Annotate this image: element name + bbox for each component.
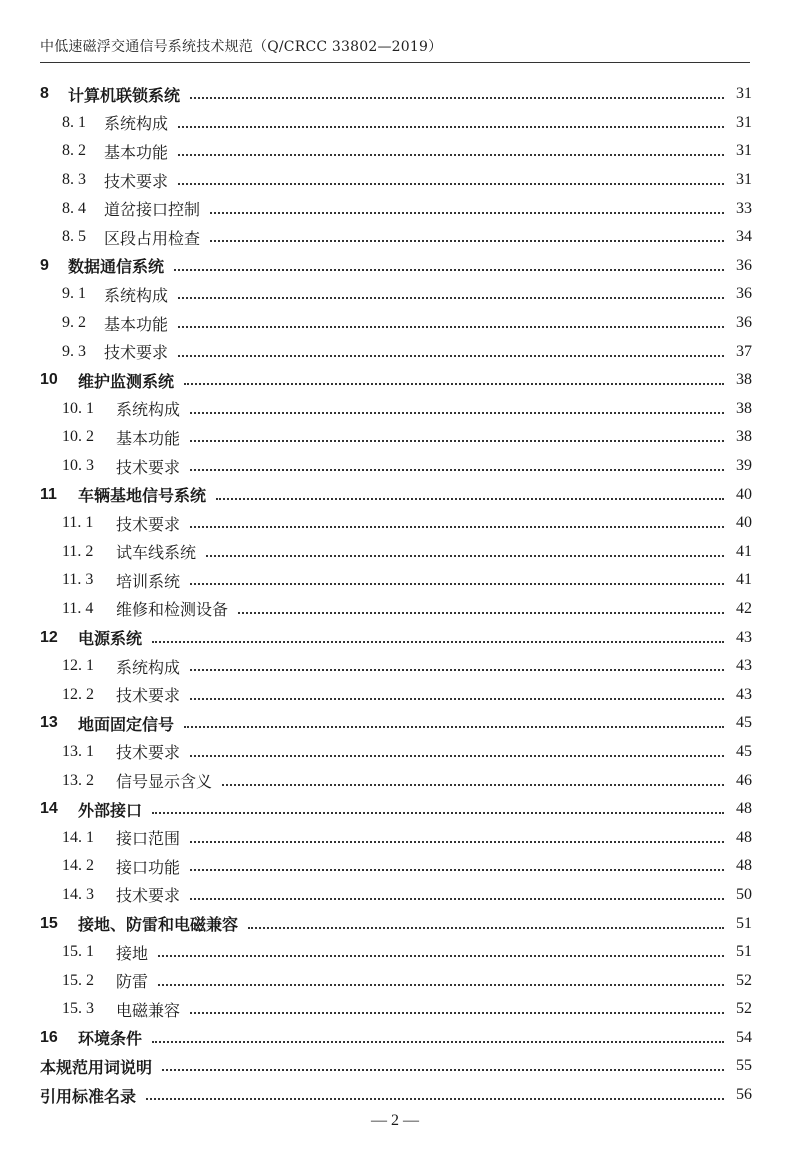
header-divider	[40, 62, 750, 63]
toc-entry-page: 39	[736, 457, 752, 475]
toc-entry-page: 45	[736, 742, 752, 760]
toc-section-entry[interactable]	[40, 995, 752, 1024]
toc-dot-leader	[190, 583, 724, 585]
toc-entry-title: 接地、防雷和电磁兼容	[78, 915, 239, 935]
toc-entry-title: 地面固定信号	[78, 714, 175, 734]
toc-entry-page: 38	[736, 399, 752, 417]
toc-dot-leader	[190, 841, 724, 843]
toc-entry-number: 8. 1	[62, 113, 86, 131]
toc-chapter-entry[interactable]	[40, 80, 752, 109]
toc-entry-page: 31	[736, 142, 752, 160]
toc-entry-number: 14. 3	[62, 885, 94, 903]
page-number: — 2 —	[371, 1112, 419, 1129]
toc-dot-leader	[190, 698, 724, 700]
toc-entry-page: 56	[736, 1086, 752, 1104]
toc-entry-page: 50	[736, 885, 752, 903]
toc-chapter-entry[interactable]	[40, 623, 752, 652]
toc-entry-page: 36	[736, 314, 752, 332]
toc-entry-page: 31	[736, 171, 752, 189]
toc-entry-page: 45	[736, 714, 752, 732]
toc-entry-title: 外部接口	[78, 800, 143, 820]
toc-entry-page: 36	[736, 285, 752, 303]
toc-entry-title: 系统构成	[104, 285, 169, 305]
toc-section-entry[interactable]	[40, 680, 752, 709]
toc-dot-leader	[190, 412, 724, 414]
toc-entry-title: 系统构成	[116, 400, 181, 420]
toc-entry-number: 9	[40, 256, 49, 274]
toc-dot-leader	[206, 555, 724, 557]
toc-dot-leader	[222, 784, 724, 786]
toc-entry-title: 本规范用词说明	[40, 1057, 153, 1077]
toc-section-entry[interactable]	[40, 595, 752, 624]
toc-section-entry[interactable]	[40, 881, 752, 910]
toc-entry-number: 16	[40, 1028, 58, 1046]
toc-entry-number: 9. 3	[62, 342, 86, 360]
toc-section-entry[interactable]	[40, 423, 752, 452]
toc-chapter-entry[interactable]	[40, 709, 752, 738]
toc-entry-number: 15. 2	[62, 971, 94, 989]
toc-entry-page: 52	[736, 1000, 752, 1018]
toc-entry-title: 接口范围	[116, 829, 181, 849]
toc-entry-number: 10. 3	[62, 457, 94, 475]
toc-section-entry[interactable]	[40, 966, 752, 995]
toc-entry-page: 43	[736, 685, 752, 703]
toc-dot-leader	[184, 383, 724, 385]
toc-dot-leader	[178, 154, 724, 156]
toc-section-entry[interactable]	[40, 509, 752, 538]
toc-dot-leader	[210, 212, 724, 214]
toc-section-entry[interactable]	[40, 280, 752, 309]
toc-entry-page: 48	[736, 857, 752, 875]
toc-entry-page: 54	[736, 1028, 752, 1046]
toc-dot-leader	[146, 1098, 724, 1100]
toc-dot-leader	[238, 612, 724, 614]
toc-entry-number: 8. 2	[62, 142, 86, 160]
toc-entry-title: 接地	[116, 943, 149, 963]
toc-section-entry[interactable]	[40, 823, 752, 852]
toc-entry-title: 电磁兼容	[116, 1000, 181, 1020]
toc-dot-leader	[178, 355, 724, 357]
toc-dot-leader	[158, 955, 724, 957]
toc-section-entry[interactable]	[40, 194, 752, 223]
toc-entry-page: 37	[736, 342, 752, 360]
toc-entry-number: 11. 2	[62, 542, 94, 560]
toc-dot-leader	[190, 898, 724, 900]
toc-chapter-entry[interactable]	[40, 366, 752, 395]
toc-entry-page: 43	[736, 657, 752, 675]
toc-entry-page: 40	[736, 514, 752, 532]
toc-dot-leader	[152, 641, 724, 643]
toc-dot-leader	[190, 440, 724, 442]
toc-entry-title: 技术要求	[104, 343, 169, 363]
toc-entry-number: 14. 2	[62, 857, 94, 875]
toc-entry-number: 10. 2	[62, 428, 94, 446]
toc-entry-page: 43	[736, 628, 752, 646]
toc-entry-number: 12	[40, 628, 58, 646]
toc-entry-title: 维护监测系统	[78, 371, 175, 391]
toc-chapter-entry[interactable]	[40, 1052, 752, 1081]
toc-entry-title: 引用标准名录	[40, 1086, 137, 1106]
toc-dot-leader	[178, 183, 724, 185]
toc-dot-leader	[190, 755, 724, 757]
toc-section-entry[interactable]	[40, 395, 752, 424]
toc-entry-title: 车辆基地信号系统	[78, 486, 207, 506]
toc-entry-title: 计算机联锁系统	[68, 85, 181, 105]
toc-entry-number: 8. 4	[62, 199, 86, 217]
toc-dot-leader	[158, 984, 724, 986]
toc-section-entry[interactable]	[40, 166, 752, 195]
toc-section-entry[interactable]	[40, 652, 752, 681]
toc-entry-title: 信号显示含义	[116, 772, 213, 792]
toc-section-entry[interactable]	[40, 538, 752, 567]
toc-entry-title: 技术要求	[116, 457, 181, 477]
toc-section-entry[interactable]	[40, 137, 752, 166]
toc-entry-number: 8. 3	[62, 171, 86, 189]
toc-chapter-entry[interactable]	[40, 795, 752, 824]
toc-entry-number: 12. 1	[62, 657, 94, 675]
toc-entry-title: 培训系统	[116, 571, 181, 591]
toc-entry-title: 基本功能	[116, 428, 181, 448]
toc-entry-number: 15. 3	[62, 1000, 94, 1018]
toc-entry-title: 防雷	[116, 972, 149, 992]
toc-entry-page: 40	[736, 485, 752, 503]
toc-dot-leader	[248, 927, 724, 929]
toc-dot-leader	[178, 126, 724, 128]
toc-entry-title: 技术要求	[104, 171, 169, 191]
toc-entry-page: 33	[736, 199, 752, 217]
toc-entry-page: 31	[736, 85, 752, 103]
toc-dot-leader	[210, 240, 724, 242]
toc-entry-number: 15	[40, 914, 58, 932]
toc-entry-number: 11. 1	[62, 514, 94, 532]
toc-entry-page: 46	[736, 771, 752, 789]
toc-entry-page: 55	[736, 1057, 752, 1075]
toc-entry-title: 基本功能	[104, 142, 169, 162]
toc-chapter-entry[interactable]	[40, 909, 752, 938]
toc-entry-number: 10. 1	[62, 399, 94, 417]
toc-entry-title: 电源系统	[78, 629, 143, 649]
toc-section-entry[interactable]	[40, 852, 752, 881]
toc-entry-title: 环境条件	[78, 1029, 143, 1049]
toc-entry-title: 数据通信系统	[68, 257, 165, 277]
toc-section-entry[interactable]	[40, 337, 752, 366]
toc-entry-number: 9. 1	[62, 285, 86, 303]
toc-entry-number: 11. 4	[62, 599, 94, 617]
toc-dot-leader	[190, 1012, 724, 1014]
toc-entry-page: 34	[736, 228, 752, 246]
toc-entry-title: 技术要求	[116, 686, 181, 706]
toc-entry-page: 52	[736, 971, 752, 989]
toc-section-entry[interactable]	[40, 938, 752, 967]
toc-entry-title: 道岔接口控制	[104, 200, 201, 220]
toc-section-entry[interactable]	[40, 452, 752, 481]
toc-entry-number: 13	[40, 714, 58, 732]
toc-entry-page: 48	[736, 800, 752, 818]
toc-entry-page: 31	[736, 113, 752, 131]
toc-dot-leader	[190, 869, 724, 871]
toc-entry-title: 基本功能	[104, 314, 169, 334]
toc-entry-number: 11	[40, 485, 57, 503]
toc-entry-page: 38	[736, 371, 752, 389]
toc-entry-number: 9. 2	[62, 314, 86, 332]
toc-entry-number: 10	[40, 371, 58, 389]
toc-dot-leader	[190, 469, 724, 471]
toc-entry-page: 36	[736, 256, 752, 274]
toc-chapter-entry[interactable]	[40, 1024, 752, 1053]
toc-dot-leader	[152, 1041, 724, 1043]
toc-dot-leader	[162, 1069, 724, 1071]
toc-chapter-entry[interactable]	[40, 480, 752, 509]
toc-entry-page: 42	[736, 599, 752, 617]
toc-entry-number: 13. 2	[62, 771, 94, 789]
toc-entry-title: 系统构成	[104, 114, 169, 134]
toc-chapter-entry[interactable]	[40, 1081, 752, 1110]
toc-entry-number: 14	[40, 800, 58, 818]
toc-entry-page: 51	[736, 943, 752, 961]
toc-dot-leader	[216, 498, 724, 500]
toc-section-entry[interactable]	[40, 309, 752, 338]
toc-entry-number: 13. 1	[62, 742, 94, 760]
toc-entry-title: 接口功能	[116, 857, 181, 877]
toc-dot-leader	[178, 297, 724, 299]
toc-entry-number: 15. 1	[62, 943, 94, 961]
toc-entry-title: 区段占用检查	[104, 228, 201, 248]
toc-dot-leader	[178, 326, 724, 328]
toc-dot-leader	[184, 726, 724, 728]
toc-entry-title: 试车线系统	[116, 543, 197, 563]
toc-dot-leader	[190, 669, 724, 671]
toc-section-entry[interactable]	[40, 566, 752, 595]
toc-entry-title: 技术要求	[116, 743, 181, 763]
toc-section-entry[interactable]	[40, 766, 752, 795]
toc-entry-title: 技术要求	[116, 886, 181, 906]
toc-entry-number: 14. 1	[62, 828, 94, 846]
toc-entry-page: 48	[736, 828, 752, 846]
running-header: 中低速磁浮交通信号系统技术规范（Q/CRCC 33802—2019）	[40, 39, 443, 55]
toc-entry-page: 41	[736, 542, 752, 560]
toc-entry-title: 技术要求	[116, 514, 181, 534]
toc-entry-page: 41	[736, 571, 752, 589]
toc-dot-leader	[152, 812, 724, 814]
toc-chapter-entry[interactable]	[40, 252, 752, 281]
toc-section-entry[interactable]	[40, 109, 752, 138]
toc-entry-title: 系统构成	[116, 657, 181, 677]
toc-section-entry[interactable]	[40, 738, 752, 767]
toc-dot-leader	[190, 526, 724, 528]
toc-entry-page: 38	[736, 428, 752, 446]
toc-entry-number: 11. 3	[62, 571, 94, 589]
toc-entry-number: 8. 5	[62, 228, 86, 246]
toc-dot-leader	[174, 269, 724, 271]
toc-entry-number: 12. 2	[62, 685, 94, 703]
table-of-contents	[40, 80, 752, 1109]
toc-entry-number: 8	[40, 85, 49, 103]
toc-dot-leader	[190, 97, 724, 99]
toc-entry-title: 维修和检测设备	[116, 600, 229, 620]
toc-section-entry[interactable]	[40, 223, 752, 252]
toc-entry-page: 51	[736, 914, 752, 932]
